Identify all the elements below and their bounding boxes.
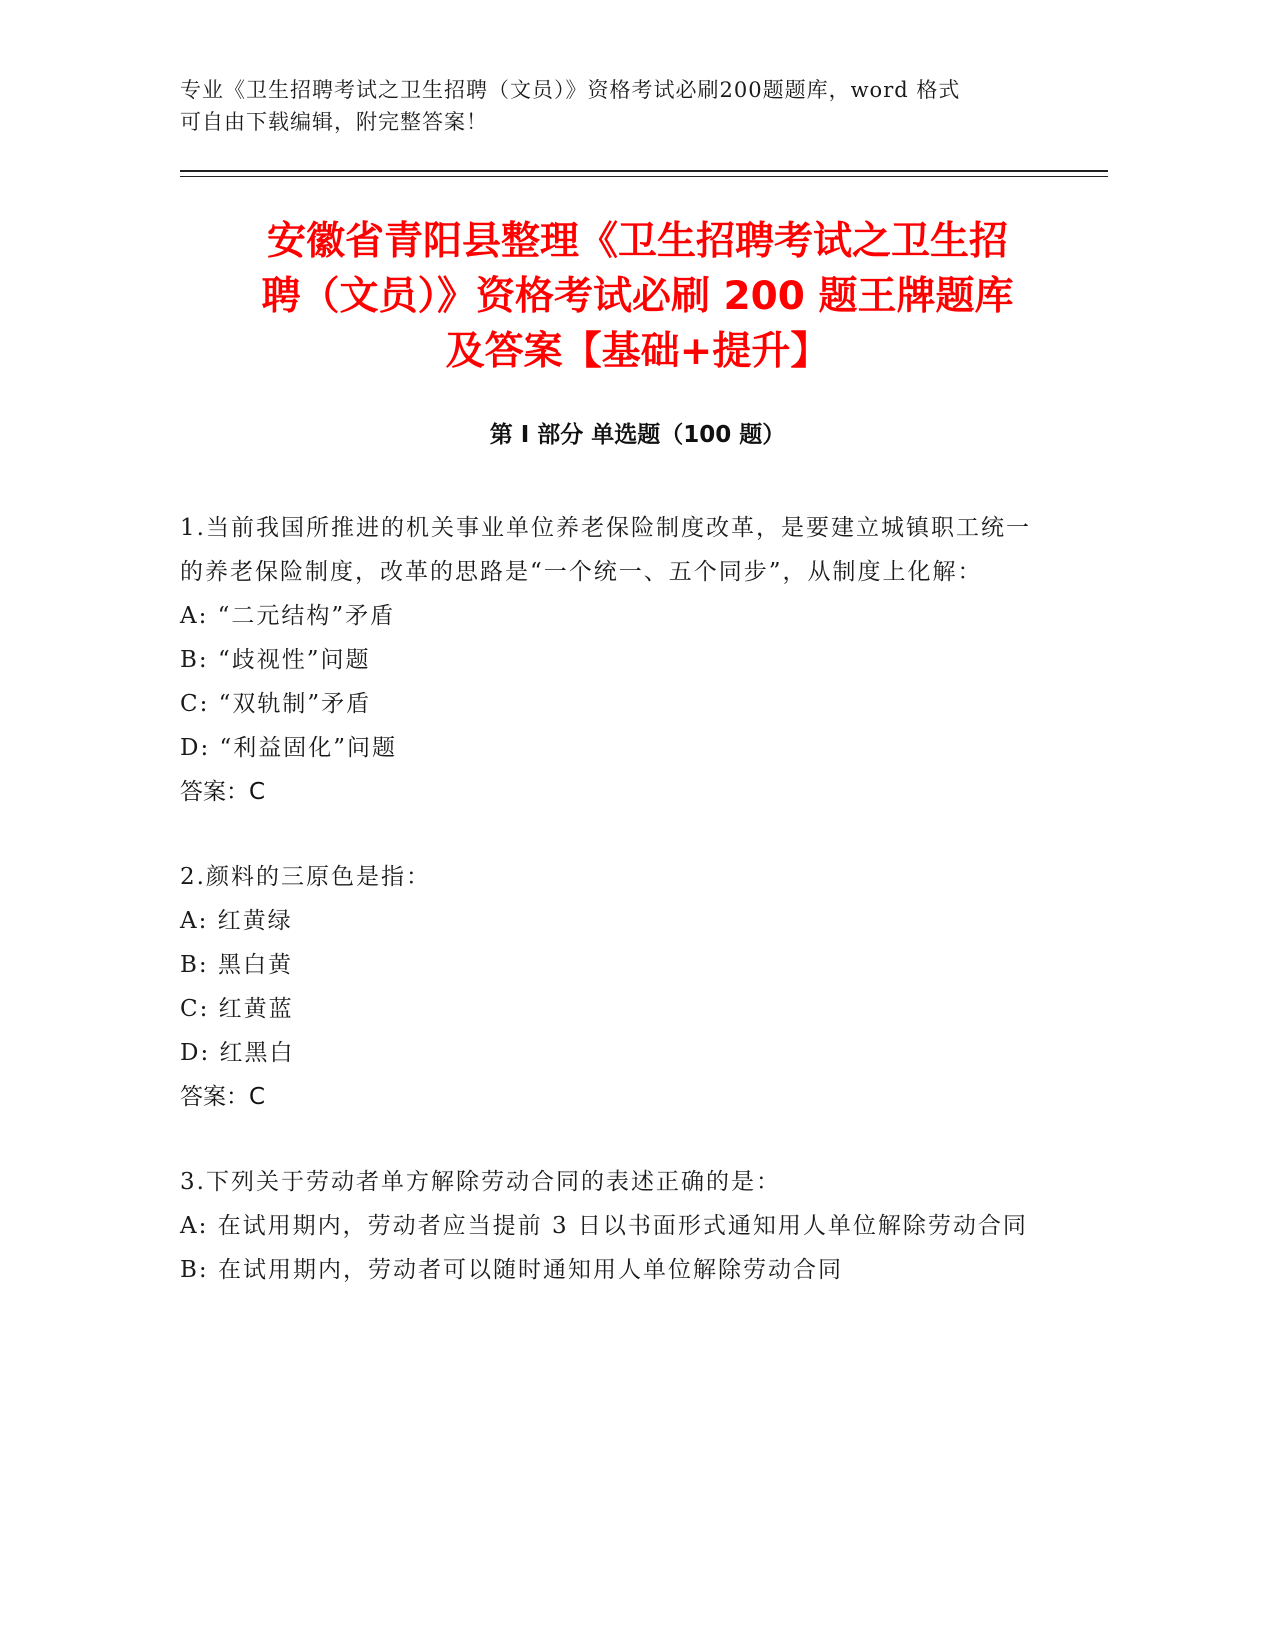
question-stem: 3.下列关于劳动者单方解除劳动合同的表述正确的是： — [180, 1169, 781, 1195]
option-b: B: 在试用期内，劳动者可以随时通知用人单位解除劳动合同 — [180, 1257, 843, 1283]
header-note — [180, 74, 1040, 138]
question-stem: 2.颜料的三原色是指： — [180, 864, 431, 890]
header-divider-thick — [180, 170, 1108, 172]
option-a: A: 在试用期内，劳动者应当提前 3 日以书面形式通知用人单位解除劳动合同 — [180, 1213, 1028, 1239]
header-note-line-1: 专业《卫生招聘考试之卫生招聘（文员）》资格考试必刷200题题库，word 格式 — [180, 78, 961, 102]
answer: 答案：C — [180, 779, 266, 805]
option-b: B: 黑白黄 — [180, 952, 293, 978]
title-line-1: 安徽省青阳县整理《卫生招聘考试之卫生招 — [266, 219, 1008, 264]
option-a: A: 红黄绿 — [180, 908, 293, 934]
question-item — [180, 506, 1040, 814]
document-title — [180, 214, 1095, 379]
title-line-3: 及答案【基础+提升】 — [445, 329, 830, 374]
answer: 答案：C — [180, 1084, 266, 1110]
question-list — [180, 506, 1040, 1333]
header-note-line-2: 可自由下载编辑，附完整答案！ — [180, 110, 488, 134]
option-d: D: 红黑白 — [180, 1040, 295, 1066]
question-item — [180, 855, 1040, 1119]
title-line-2: 聘（文员）》资格考试必刷 200 题王牌题库 — [261, 274, 1014, 319]
header-divider-thin — [180, 176, 1108, 177]
option-b: B: “歧视性”问题 — [180, 647, 371, 673]
option-c: C: “双轨制”矛盾 — [180, 691, 372, 717]
question-item — [180, 1160, 1040, 1292]
option-d: D: “利益固化”问题 — [180, 735, 398, 761]
option-a: A: “二元结构”矛盾 — [180, 603, 396, 629]
section-heading: 第 I 部分 单选题（100 题） — [489, 422, 786, 448]
option-c: C: 红黄蓝 — [180, 996, 294, 1022]
question-stem: 1.当前我国所推进的机关事业单位养老保险制度改革，是要建立城镇职工统一的养老保险制度，改革的思路是“一个统一、五个同步”，从制度上化解： — [180, 515, 1031, 585]
